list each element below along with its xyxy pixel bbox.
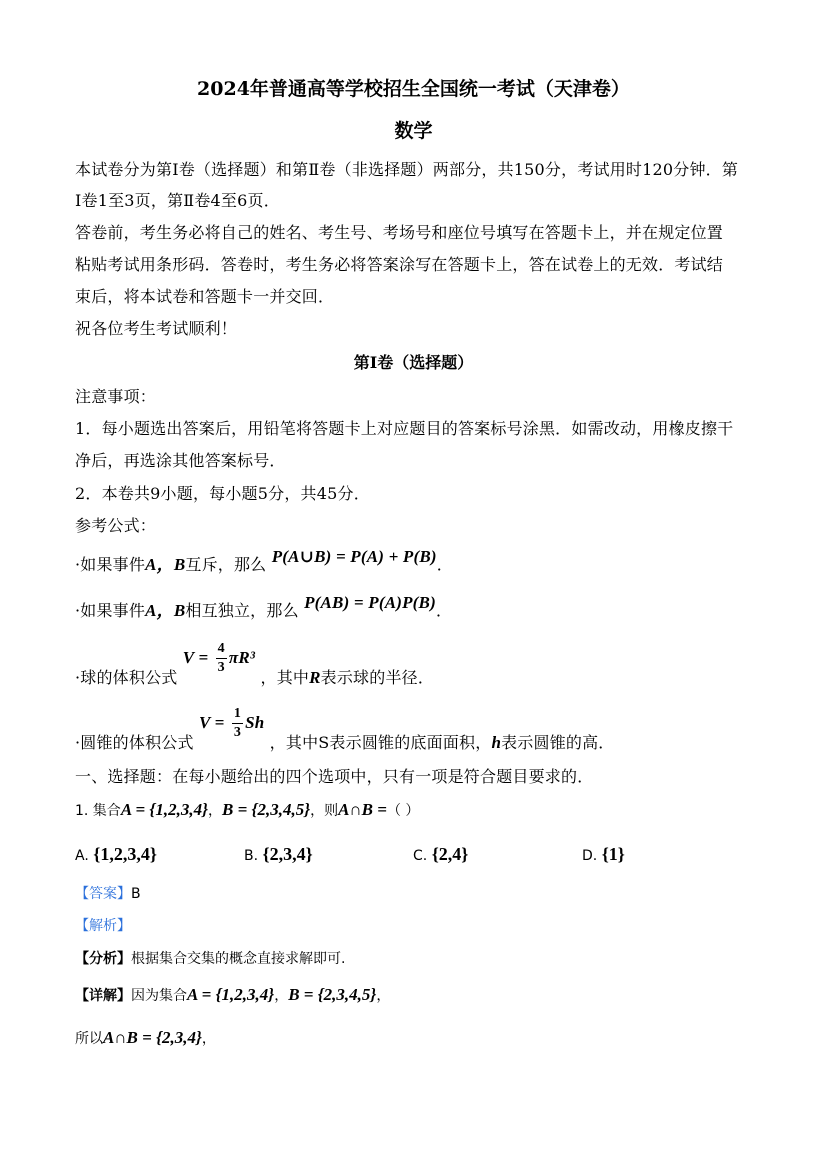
- note-line: 2．本卷共9小题，每小题5分，共45分．: [75, 484, 370, 503]
- fraction-denominator: 3: [217, 660, 225, 675]
- question-text: ，: [208, 803, 222, 819]
- set-b: B = {2,3,4,5}: [222, 800, 311, 819]
- intro-line: Ⅰ卷1至3页，第Ⅱ卷4至6页．: [75, 191, 280, 210]
- fenxi-text: 根据集合交集的概念直接求解即可.: [131, 951, 346, 967]
- formula-text: 相互独立，那么: [185, 601, 299, 620]
- fenxi-line: [75, 948, 345, 968]
- answer-blank: （ ）: [386, 803, 420, 819]
- fraction-denominator: 3: [233, 725, 242, 740]
- fraction: [232, 705, 243, 742]
- formula-text: ·圆锥的体积公式: [75, 733, 194, 752]
- formula-independent: [75, 593, 453, 621]
- subject-title: 数学: [394, 120, 433, 142]
- intro-line: 粘贴考试用条形码．答卷时，考生务必将答案涂写在答题卡上，答在试卷上的无效．考试结: [75, 255, 724, 274]
- xiangjie-text: 因为集合: [131, 988, 187, 1004]
- formula-text: ·如果事件: [75, 601, 146, 620]
- formula-math: P(A∪B) = P(A) + P(B): [271, 547, 437, 566]
- formula-math: P(AB) = P(A)P(B): [304, 593, 436, 612]
- option-label: C.: [413, 848, 428, 864]
- formula-cone: [75, 705, 615, 752]
- formula-text: ·如果事件: [75, 555, 146, 574]
- intro-line: 答卷前，考生务必将自己的姓名、考生号、考场号和座位号填写在答题卡上，并在规定位置: [75, 223, 724, 242]
- option-label: A.: [75, 848, 89, 864]
- part-heading: 一、选择题：在每小题给出的四个选项中，只有一项是符合题目要求的．: [75, 767, 594, 786]
- xiangjie-tag: 【详解】: [75, 988, 131, 1004]
- conclusion-math: A∩B = {2,3,4}: [103, 1028, 202, 1047]
- formula-vars: A，B: [145, 555, 186, 574]
- question-expr: A∩B =: [338, 800, 387, 819]
- fenxi-tag: 【分析】: [75, 951, 131, 967]
- page-title: 2024年普通高等学校招生全国统一考试（天津卷）: [197, 78, 630, 100]
- option-a[interactable]: [75, 844, 157, 865]
- note-line: 净后，再选涂其他答案标号．: [75, 451, 286, 470]
- xiangjie-text: ，: [376, 988, 391, 1004]
- intro-line: 祝各位考生考试顺利！: [75, 319, 238, 338]
- question-stem: [75, 800, 419, 820]
- formula-var: R: [309, 668, 321, 687]
- fraction-numerator: 1: [232, 705, 243, 724]
- formula-math: πR³: [228, 648, 256, 667]
- set-b: B = {2,3,4,5}: [288, 985, 377, 1004]
- formula-sphere: [75, 640, 435, 687]
- intro-line: 束后，将本试卷和答题卡一并交回．: [75, 287, 335, 306]
- formula-text: ，其中S表示圆锥的底面面积，: [269, 733, 492, 752]
- fraction-numerator: 4: [216, 640, 227, 659]
- set-a: A = {1,2,3,4}: [120, 800, 208, 819]
- option-b[interactable]: [244, 844, 313, 865]
- formula-text: ．: [436, 555, 453, 574]
- section-heading: 第Ⅰ卷（选择题）: [353, 353, 474, 372]
- option-label: B.: [244, 848, 259, 864]
- analysis-tag: 【解析】: [75, 918, 131, 934]
- conclusion-text: 所以: [75, 1031, 103, 1047]
- formula-text: 表示圆锥的高．: [501, 733, 615, 752]
- formula-math: Sh: [245, 713, 265, 732]
- option-value: {2,3,4}: [262, 844, 313, 864]
- formula-text: 互斥，那么: [185, 555, 267, 574]
- formula-math: V =: [198, 713, 225, 732]
- option-value: {2,4}: [431, 844, 469, 864]
- option-c[interactable]: [413, 844, 468, 865]
- xiangjie-line: 【详解】因为集合A = {1,2,3,4}，B = {2,3,4,5}，: [75, 985, 391, 1004]
- intro-line: 本试卷分为第Ⅰ卷（选择题）和第Ⅱ卷（非选择题）两部分，共150分，考试用时120分钟．第: [75, 160, 739, 179]
- formula-text: 表示球的半径．: [320, 668, 435, 687]
- formula-vars: A，B: [145, 601, 186, 620]
- formula-union: [75, 547, 453, 575]
- fraction: [216, 640, 227, 677]
- formula-var: h: [491, 733, 502, 752]
- option-d[interactable]: [582, 844, 625, 865]
- formula-math: V =: [182, 648, 209, 667]
- question-text: ，则: [310, 803, 339, 819]
- answer-tag: 【答案】: [75, 886, 131, 902]
- note-line: 1．每小题选出答案后，用铅笔将答题卡上对应题目的答案标号涂黑．如需改动，用橡皮擦干: [75, 419, 734, 438]
- option-value: {1}: [601, 844, 625, 864]
- formula-text: ·球的体积公式: [75, 668, 178, 687]
- answer-value: B: [131, 886, 141, 902]
- set-a: A = {1,2,3,4}: [187, 985, 275, 1004]
- formula-text: ．: [435, 601, 453, 620]
- answer-line: [75, 883, 141, 903]
- notes-label: 注意事项：: [75, 387, 157, 406]
- conclusion-line: [75, 1028, 216, 1048]
- formula-text: ，其中: [260, 668, 310, 687]
- option-label: D.: [582, 848, 598, 864]
- option-value: {1,2,3,4}: [93, 844, 157, 864]
- formulas-label: 参考公式：: [75, 516, 157, 535]
- question-text: 1. 集合: [75, 803, 121, 819]
- conclusion-text: ，: [201, 1031, 216, 1047]
